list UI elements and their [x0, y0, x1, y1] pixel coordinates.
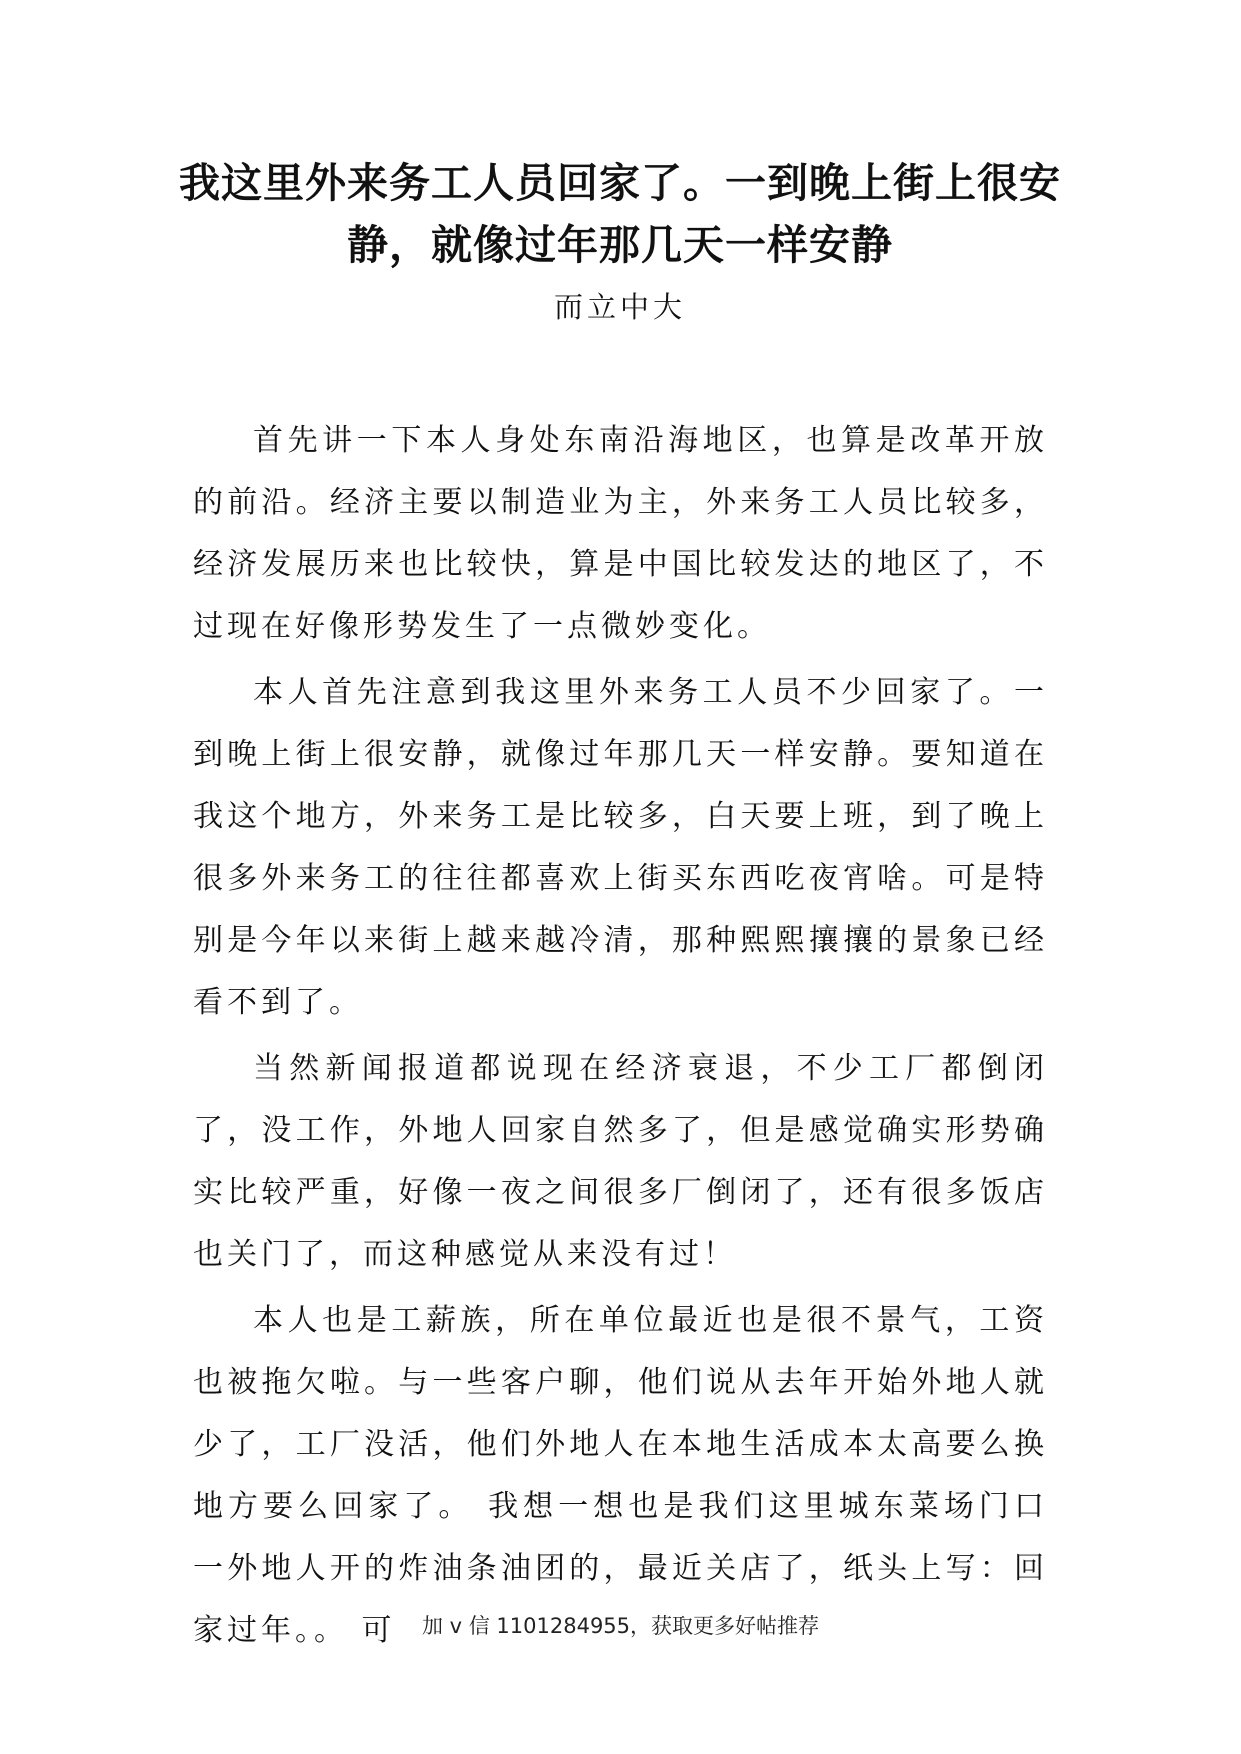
paragraph: 当然新闻报道都说现在经济衰退，不少工厂都倒闭了，没工作，外地人回家自然多了，但是感觉确实形势确实比较严重，好像一夜之间很多厂倒闭了，还有很多饭店也关门了，而这种感觉从来没有过！ — [193, 1051, 1048, 1272]
paragraph: 首先讲一下本人身处东南沿海地区，也算是改革开放的前沿。经济主要以制造业为主，外来务工人员比较多，经济发展历来也比较快，算是中国比较发达的地区了，不过现在好像形势发生了一点微妙变化。 — [193, 423, 1048, 644]
author-name: 而立中大 — [553, 290, 686, 324]
paragraph: 本人首先注意到我这里外来务工人员不少回家了。一到晚上街上很安静，就像过年那几天一样安静。要知道在我这个地方，外来务工是比较多，白天要上班，到了晚上很多外来务工的往往都喜欢上街买东西吃夜宵啥。可是特别是今年以来街上越来越冷清，那种熙熙攘攘的景象已经看不到了。 — [193, 675, 1048, 1020]
paragraph: 本人也是工薪族，所在单位最近也是很不景气，工资也被拖欠啦。与一些客户聊，他们说从去年开始外地人就少了，工厂没活，他们外地人在本地生活成本太高要么换地方要么回家了。 我想一想也是我们这里城东菜场门口一外地人开的炸油条油团的，最近关店了，纸头上写：回家过年。。 可 — [193, 1303, 1048, 1648]
footer-note: 加 v 信 1101284955，获取更多好帖推荐 — [421, 1614, 820, 1638]
article-body — [193, 410, 1048, 1666]
article-title: 我这里外来务工人员回家了。一到晚上街上很安静，就像过年那几天一样安静 — [179, 159, 1061, 269]
